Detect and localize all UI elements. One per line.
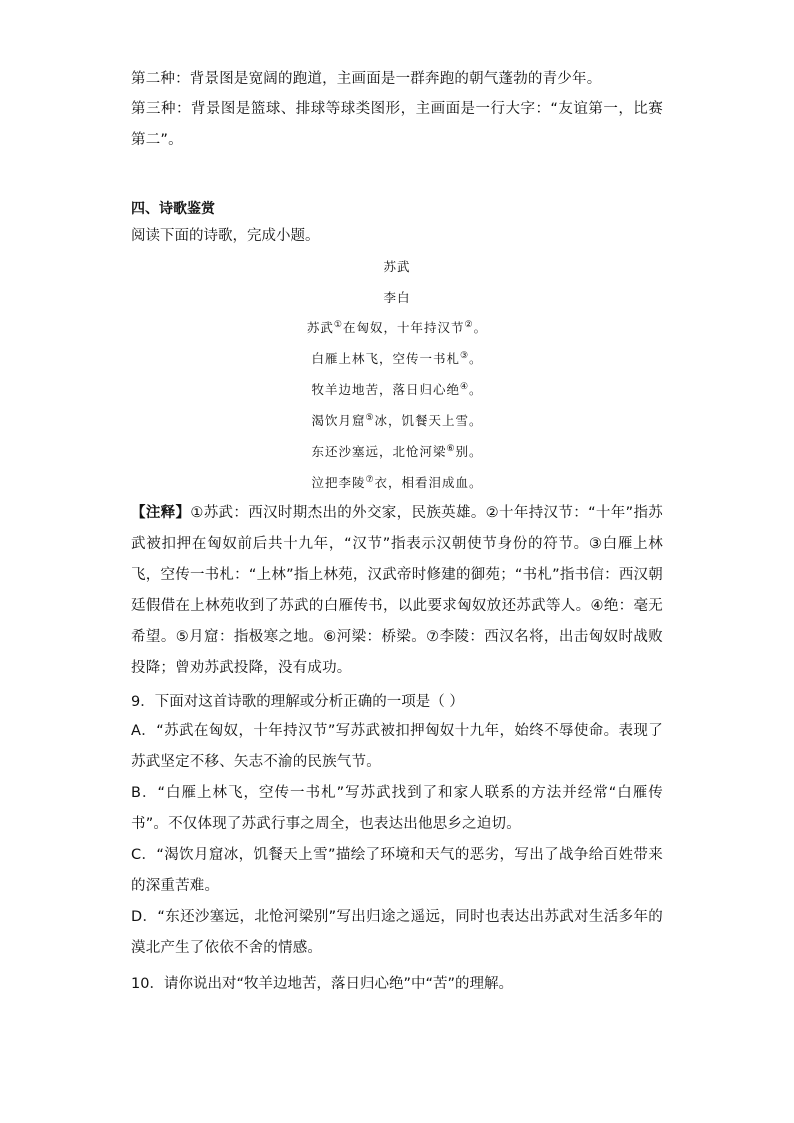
poem-line-text: 冰，饥餐天上雪。 <box>374 413 483 428</box>
poem-author: 李白 <box>383 290 411 305</box>
question-9-option-b: B．“白雁上林飞，空传一书札”写苏武找到了和家人联系的方法并经常“白雁传书”。不仅体现了苏武行事之周全，也表达出他思乡之迫切。 <box>131 785 663 832</box>
poem-line-text: 泣把李陵 <box>311 475 366 490</box>
poem-line-text: 。 <box>469 382 483 397</box>
poem-line-text: 白雁上林飞，空传一书札 <box>311 351 460 366</box>
option-two-text: 第二种：背景图是宽阔的跑道，主画面是一群奔跑的朝气蓬勃的青少年。 <box>131 71 602 87</box>
poem-line <box>0 349 794 367</box>
poem-line <box>0 473 794 491</box>
notes-label: 【注释】 <box>131 505 191 521</box>
note-marker: ① <box>333 319 343 330</box>
poem-line <box>0 318 794 336</box>
poem-line-text: 渴饮月窟 <box>311 413 366 428</box>
question-9-stem: 9．下面对这首诗歌的理解或分析正确的一项是（ ） <box>131 694 464 710</box>
question-9-option-a: A．“苏武在匈奴，十年持汉节”写苏武被扣押匈奴十九年，始终不辱使命。表现了苏武坚定不移、矢志不渝的民族气节。 <box>131 723 663 770</box>
poem-line-text: 别。 <box>455 444 483 459</box>
section-title: 四、诗歌鉴赏 <box>131 201 215 217</box>
option-three-text: 第三种：背景图是篮球、排球等球类图形，主画面是一行大字：“友谊第一，比赛第二”。 <box>131 101 663 148</box>
poem-line-text: 。 <box>473 320 488 335</box>
section-intro: 阅读下面的诗歌，完成小题。 <box>131 228 320 244</box>
question-9-option-d: D．“东还沙塞远，北怆河梁别”写出归途之遥远，同时也表达出苏武对生活多年的漠北产生了依依不舍的情感。 <box>131 909 663 956</box>
note-marker: ⑦ <box>365 474 375 485</box>
poem-line-text: 在匈奴，十年持汉节 <box>342 320 465 335</box>
question-9-option-c: C．“渴饮月窟冰，饥餐天上雪”描绘了环境和天气的恶劣，写出了战争给百姓带来的深重苦难。 <box>131 847 663 894</box>
poem-line <box>0 411 794 429</box>
question-10-stem: 10．请你说出对“牧羊边地苦，落日归心绝”中“苦”的理解。 <box>131 976 513 992</box>
note-marker: ⑤ <box>365 412 375 423</box>
poem-line-text: 东还沙塞远，北怆河梁 <box>311 444 447 459</box>
note-marker: ③ <box>459 350 470 361</box>
poem-line-text: 苏武 <box>306 320 334 335</box>
poem-line-text: 衣，相看泪成血。 <box>374 475 483 490</box>
note-marker: ④ <box>459 381 470 392</box>
notes-block <box>131 498 663 684</box>
poem-line <box>0 380 794 398</box>
poem-line-text: 牧羊边地苦，落日归心绝 <box>311 382 460 397</box>
poem-line-text: 。 <box>469 351 483 366</box>
poem-title: 苏武 <box>383 259 411 274</box>
note-marker: ② <box>464 319 474 330</box>
poem-line <box>0 442 794 460</box>
note-marker: ⑥ <box>446 443 456 454</box>
notes-text: ①苏武：西汉时期杰出的外交家，民族英雄。②十年持汉节：“十年”指苏武被扣押在匈奴前后共十九年，“汉节”指表示汉朝使节身份的符节。③白雁上林飞，空传一书札：“上林”指上林苑，汉武帝时修建的御苑；“书札”指书信：西汉朝廷假借在上林苑收到了苏武的白雁传书，以此要求匈奴放还苏武等人。④绝：毫无希望。⑤月窟：指极寒之地。⑥河梁：桥梁。⑦李陵：西汉名将，出击匈奴时战败投降；曾劝苏武投降，没有成功。 <box>131 505 663 676</box>
